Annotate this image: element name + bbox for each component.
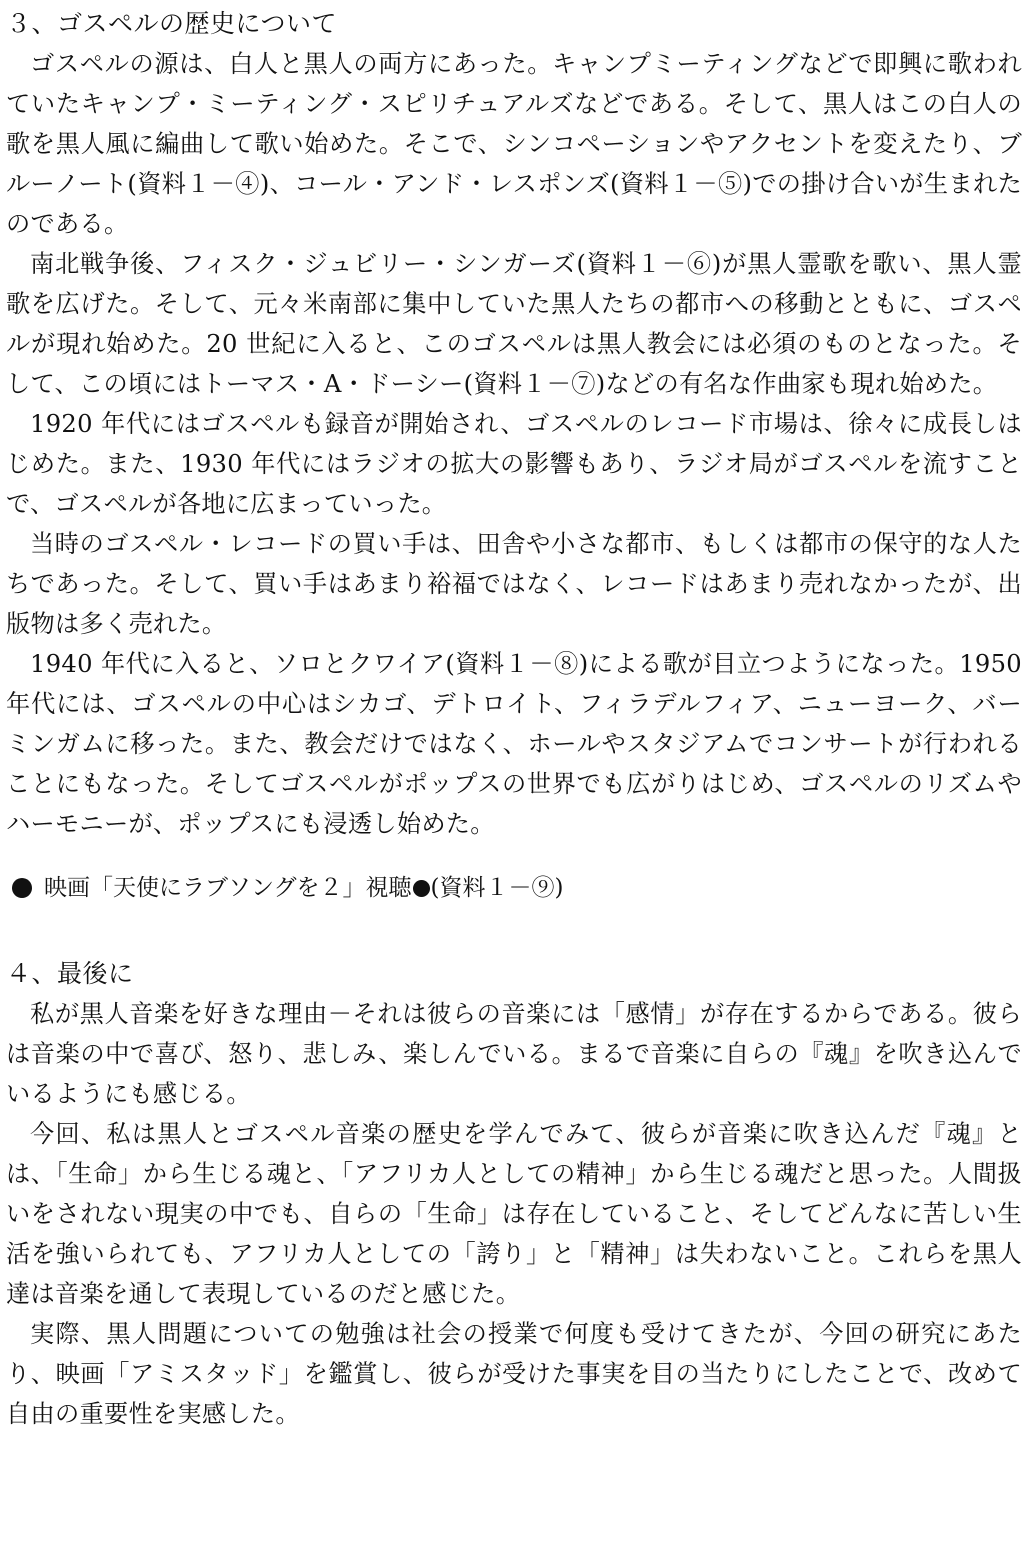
movie-viewing-title: 映画「天使にラブソングを２」視聴 [44, 875, 412, 901]
section3-paragraph-5: 1940 年代に入ると、ソロとクワイア(資料１－⑧)による歌が目立つようになった。1950 年代には、ゴスペルの中心はシカゴ、デトロイト、フィラデルフィア、ニューヨーク、バーミンガムに移った。また、教会だけではなく、ホールやスタジアムでコンサートが行われることにもなった。そしてゴスペルがポップスの世界でも広がりはじめ、ゴスペルのリズムやハーモニーが、ポップスにも浸透し始めた。 [6, 650, 1022, 838]
bullet-icon [413, 880, 430, 897]
spacer [6, 908, 1022, 954]
section4-heading: ４、最後に [6, 959, 134, 988]
section3-paragraph-1: ゴスペルの源は、白人と黒人の両方にあった。キャンプミーティングなどで即興に歌われていたキャンプ・ミーティング・スピリチュアルズなどである。そして、黒人はこの白人の歌を黒人風に編曲して歌い始めた。そこで、シンコペーションやアクセントを変えたり、ブルーノート(資料１－④)、コール・アンド・レスポンズ(資料１－⑤)での掛け合いが生まれたのである。 [6, 50, 1022, 238]
section3-paragraph-4: 当時のゴスペル・レコードの買い手は、田舎や小さな都市、もしくは都市の保守的な人たちであった。そして、買い手はあまり裕福ではなく、レコードはあまり売れなかったが、出版物は多く売れた。 [6, 530, 1022, 638]
section4-paragraph-2: 今回、私は黒人とゴスペル音楽の歴史を学んでみて、彼らが音楽に吹き込んだ『魂』とは、「生命」から生じる魂と、「アフリカ人としての精神」から生じる魂だと思った。人間扱いをされない現実の中でも、自らの「生命」は存在していること、そしてどんなに苦しい生活を強いられても、アフリカ人としての「誇り」と「精神」は失わないこと。これらを黒人達は音楽を通して表現しているのだと感じた。 [6, 1120, 1022, 1308]
section3-paragraph-2: 南北戦争後、フィスク・ジュビリー・シンガーズ(資料１－⑥)が黒人霊歌を歌い、黒人霊歌を広げた。そして、元々米南部に集中していた黒人たちの都市への移動とともに、ゴスペルが現れ始めた。20 世紀に入ると、このゴスペルは黒人教会には必須のものとなった。そして、この頃にはトーマス・A・ドーシー(資料１－⑦)などの有名な作曲家も現れ始めた。 [6, 250, 1022, 398]
section4-paragraph-1: 私が黒人音楽を好きな理由－それは彼らの音楽には「感情」が存在するからである。彼らは音楽の中で喜び、怒り、悲しみ、楽しんでいる。まるで音楽に自らの『魂』を吹き込んでいるようにも感じる。 [6, 1000, 1022, 1108]
spacer [6, 844, 1022, 868]
section4-paragraph-3: 実際、黒人問題についての勉強は社会の授業で何度も受けてきたが、今回の研究にあたり、映画「アミスタッド」を鑑賞し、彼らが受けた事実を目の当たりにしたことで、改めて自由の重要性を実感した。 [6, 1320, 1022, 1428]
movie-viewing-line [6, 868, 1022, 908]
bullet-icon [12, 878, 32, 898]
section3-heading: ３、ゴスペルの歴史について [6, 9, 338, 38]
section3-paragraph-3: 1920 年代にはゴスペルも録音が開始され、ゴスペルのレコード市場は、徐々に成長しはじめた。また、1930 年代にはラジオの拡大の影響もあり、ラジオ局がゴスペルを流すことで、ゴスペルが各地に広まっていった。 [6, 410, 1022, 518]
movie-viewing-reference: (資料１－⑨) [430, 875, 564, 901]
